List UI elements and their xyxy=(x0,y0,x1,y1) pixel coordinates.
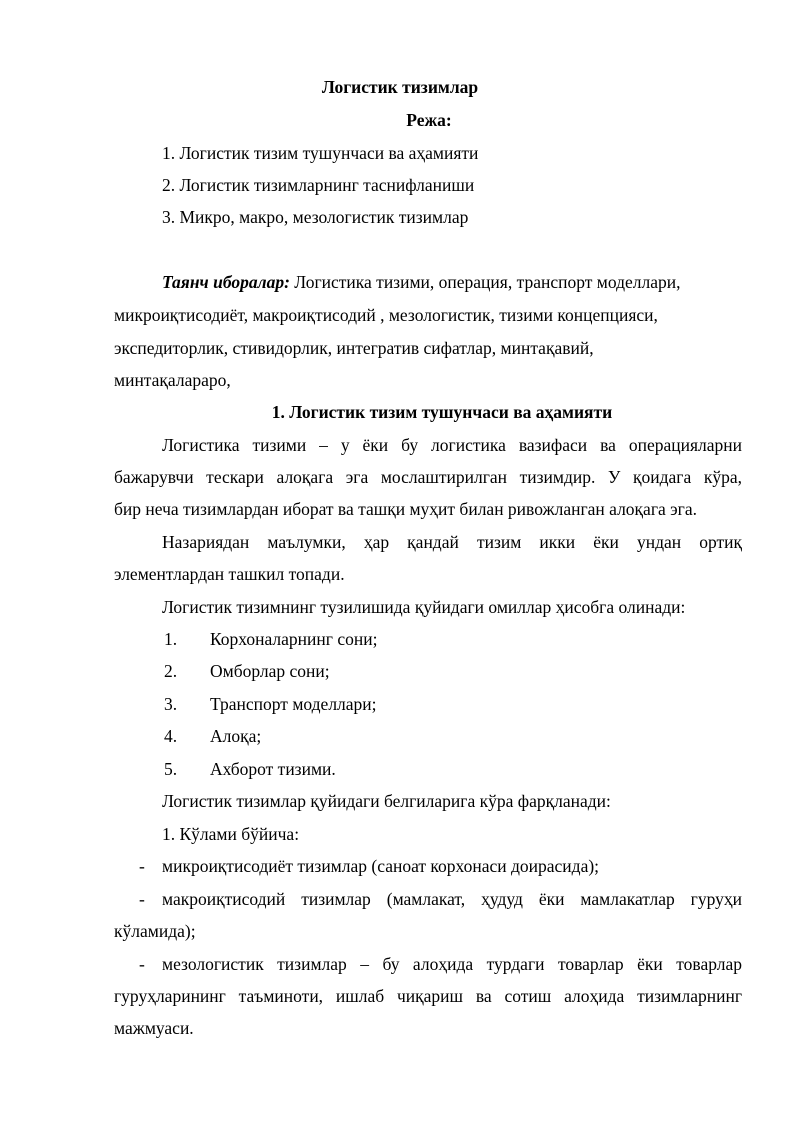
dash-marker: - xyxy=(139,856,145,876)
keywords-label: Таянч иборалар: xyxy=(162,272,290,292)
plan-item: 2. Логистик тизимларнинг таснифланиши xyxy=(162,175,475,195)
keywords-line: экспедиторлик, стивидорлик, интегратив сифатлар, минтақавий, xyxy=(114,338,594,358)
paragraph-line: Логистика тизими – у ёки бу логистика вазифаси ва операцияларни xyxy=(162,435,742,455)
list-item: Ахборот тизими. xyxy=(210,759,336,779)
list-number: 5. xyxy=(164,759,178,779)
paragraph-line: бир неча тизимлардан иборат ва ташқи муҳит билан ривожланган алоқага эга. xyxy=(114,499,697,519)
plan-item: 1. Логистик тизим тушунчаси ва аҳамияти xyxy=(162,143,479,163)
plan-item: 3. Микро, макро, мезологистик тизимлар xyxy=(162,207,469,227)
dash-marker: - xyxy=(139,889,145,909)
list-item: макроиқтисодий тизимлар (мамлакат, ҳудуд ёки мамлакатлар гуруҳи xyxy=(162,889,742,909)
paragraph-line: Логистик тизимлар қуйидаги белгиларига кўра фарқланади: xyxy=(162,791,611,811)
list-number: 3. xyxy=(164,694,178,714)
keywords-line: минтақалараро, xyxy=(114,370,231,390)
paragraph-line: Логистик тизимнинг тузилишида қуйидаги омиллар ҳисобга олинади: xyxy=(162,597,686,617)
list-item: мажмуаси. xyxy=(114,1018,194,1038)
keywords-line: микроиқтисодиёт, макроиқтисодий , мезологистик, тизими концепцияси, xyxy=(114,305,658,325)
keywords-line xyxy=(162,272,680,293)
list-item: кўламида); xyxy=(114,921,196,941)
paragraph-line: бажарувчи тескари алоқага эга мослаштирилган тизимдир. У қоидага кўра, xyxy=(114,467,742,487)
document-title: Логистик тизимлар xyxy=(321,77,479,97)
plan-heading: Режа: xyxy=(406,110,452,130)
list-number: 1. xyxy=(164,629,178,649)
paragraph-line: элементлардан ташкил топади. xyxy=(114,564,345,584)
keywords-text: Логистика тизими, операция, транспорт моделлари, xyxy=(289,272,681,292)
paragraph-line: Назариядан маълумки, ҳар қандай тизим икки ёки ундан ортиқ xyxy=(162,532,742,552)
section-heading: 1. Логистик тизим тушунчаси ва аҳамияти xyxy=(271,402,613,422)
dash-marker: - xyxy=(139,954,145,974)
list-number: 4. xyxy=(164,726,178,746)
list-item: микроиқтисодиёт тизимлар (саноат корхонаси доирасида); xyxy=(162,856,600,876)
list-number: 2. xyxy=(164,661,178,681)
list-item: Транспорт моделлари; xyxy=(210,694,377,714)
list-item: Омборлар сони; xyxy=(210,661,330,681)
list-item: гуруҳларининг таъминоти, ишлаб чиқариш ва сотиш алоҳида тизимларнинг xyxy=(114,986,742,1006)
list-item: мезологистик тизимлар – бу алоҳида турдаги товарлар ёки товарлар xyxy=(162,954,742,974)
list-item: Алоқа; xyxy=(210,726,262,746)
subheading: 1. Кўлами бўйича: xyxy=(162,824,300,844)
list-item: Корхоналарнинг сони; xyxy=(210,629,378,649)
